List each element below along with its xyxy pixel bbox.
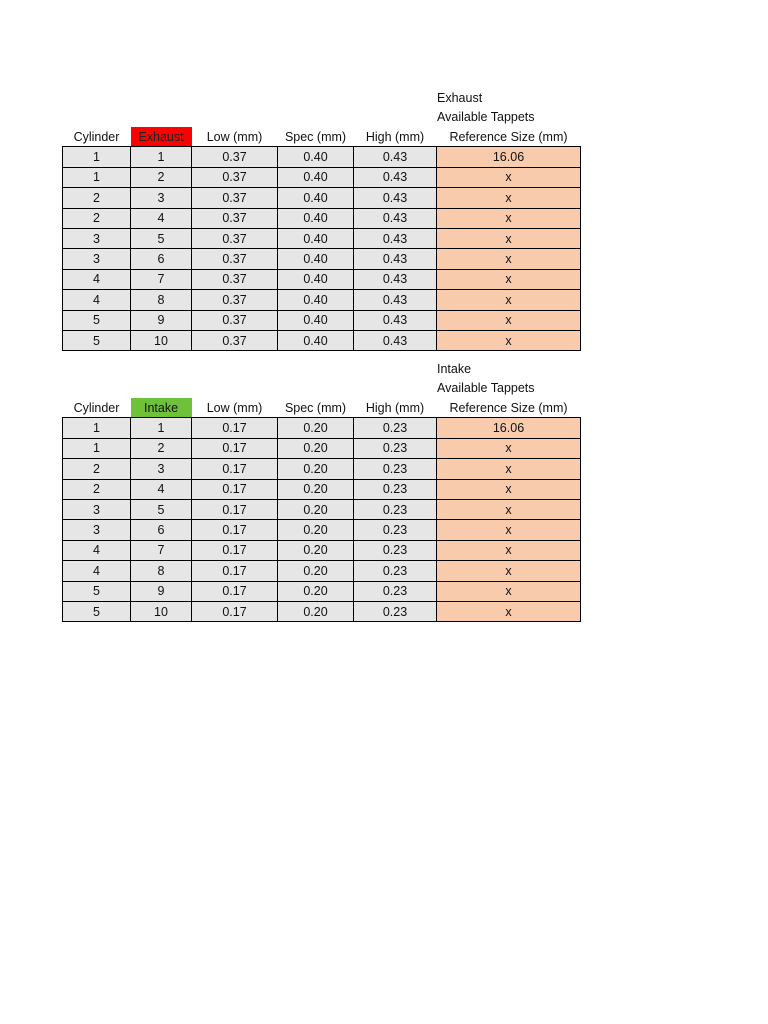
header-spec: Spec (mm) xyxy=(284,129,347,144)
intake-caption-subtitle: Available Tappets xyxy=(437,381,535,395)
exhaust-caption-subtitle: Available Tappets xyxy=(437,110,535,124)
cell-high: 0.23 xyxy=(354,438,437,458)
cell-cylinder: 4 xyxy=(63,540,131,560)
header-exhaust: Exhaust xyxy=(131,127,192,147)
exhaust-table xyxy=(62,127,581,351)
cell-cylinder: 4 xyxy=(63,561,131,581)
header-intake: Intake xyxy=(131,398,192,418)
cell-low: 0.37 xyxy=(192,249,278,269)
cell-high: 0.23 xyxy=(354,479,437,499)
cell-low: 0.17 xyxy=(192,540,278,560)
table-row xyxy=(63,269,581,289)
cell-cylinder: 3 xyxy=(63,499,131,519)
cell-cylinder: 2 xyxy=(63,459,131,479)
cell-reference-size: x xyxy=(437,479,581,499)
cell-spec: 0.40 xyxy=(278,269,354,289)
table-row xyxy=(63,540,581,560)
table-row xyxy=(63,290,581,310)
table-row xyxy=(63,228,581,248)
cell-spec: 0.20 xyxy=(278,540,354,560)
cell-cylinder: 1 xyxy=(63,438,131,458)
intake-table-block xyxy=(62,398,581,622)
header-spec: Spec (mm) xyxy=(284,400,347,415)
cell-high: 0.23 xyxy=(354,520,437,540)
table-row xyxy=(63,418,581,438)
table-row xyxy=(63,249,581,269)
cell-high: 0.23 xyxy=(354,459,437,479)
header-reference-size: Reference Size (mm) xyxy=(449,129,568,144)
cell-spec: 0.20 xyxy=(278,520,354,540)
table-row xyxy=(63,310,581,330)
cell-reference-size: x xyxy=(437,520,581,540)
cell-low: 0.17 xyxy=(192,499,278,519)
cell-low: 0.17 xyxy=(192,601,278,621)
cell-cylinder: 3 xyxy=(63,249,131,269)
cell-cylinder: 2 xyxy=(63,208,131,228)
cell-spec: 0.20 xyxy=(278,459,354,479)
intake-caption-title: Intake xyxy=(437,362,472,376)
table-row xyxy=(63,208,581,228)
cell-low: 0.37 xyxy=(192,167,278,187)
cell-low: 0.37 xyxy=(192,269,278,289)
cell-spec: 0.20 xyxy=(278,601,354,621)
cell-spec: 0.20 xyxy=(278,581,354,601)
cell-low: 0.37 xyxy=(192,330,278,350)
table-row xyxy=(63,167,581,187)
cell-valve-number: 3 xyxy=(131,188,192,208)
cell-valve-number: 5 xyxy=(131,228,192,248)
cell-high: 0.23 xyxy=(354,601,437,621)
cell-valve-number: 1 xyxy=(131,147,192,167)
header-low: Low (mm) xyxy=(206,129,263,144)
header-high: High (mm) xyxy=(365,400,425,415)
cell-reference-size: x xyxy=(437,561,581,581)
cell-reference-size: 16.06 xyxy=(437,418,581,438)
cell-spec: 0.40 xyxy=(278,290,354,310)
cell-high: 0.43 xyxy=(354,290,437,310)
cell-spec: 0.40 xyxy=(278,310,354,330)
cell-low: 0.17 xyxy=(192,479,278,499)
cell-valve-number: 4 xyxy=(131,208,192,228)
cell-valve-number: 9 xyxy=(131,581,192,601)
cell-reference-size: x xyxy=(437,438,581,458)
cell-high: 0.43 xyxy=(354,330,437,350)
header-cylinder: Cylinder xyxy=(73,129,120,144)
cell-cylinder: 1 xyxy=(63,167,131,187)
cell-cylinder: 5 xyxy=(63,601,131,621)
header-cylinder: Cylinder xyxy=(73,400,120,415)
cell-valve-number: 7 xyxy=(131,269,192,289)
cell-reference-size: x xyxy=(437,310,581,330)
cell-cylinder: 5 xyxy=(63,330,131,350)
cell-high: 0.23 xyxy=(354,418,437,438)
table-row xyxy=(63,188,581,208)
exhaust-caption-title: Exhaust xyxy=(437,91,483,105)
cell-cylinder: 2 xyxy=(63,188,131,208)
cell-high: 0.23 xyxy=(354,561,437,581)
cell-valve-number: 7 xyxy=(131,540,192,560)
cell-reference-size: x xyxy=(437,167,581,187)
cell-valve-number: 5 xyxy=(131,499,192,519)
cell-spec: 0.40 xyxy=(278,147,354,167)
cell-spec: 0.20 xyxy=(278,479,354,499)
cell-valve-number: 4 xyxy=(131,479,192,499)
table-row xyxy=(63,438,581,458)
table-row xyxy=(63,601,581,621)
cell-spec: 0.40 xyxy=(278,167,354,187)
table-row xyxy=(63,147,581,167)
cell-high: 0.43 xyxy=(354,167,437,187)
cell-cylinder: 3 xyxy=(63,228,131,248)
cell-spec: 0.40 xyxy=(278,188,354,208)
cell-low: 0.37 xyxy=(192,228,278,248)
cell-low: 0.37 xyxy=(192,290,278,310)
cell-low: 0.37 xyxy=(192,208,278,228)
cell-high: 0.43 xyxy=(354,228,437,248)
cell-reference-size: x xyxy=(437,601,581,621)
cell-low: 0.37 xyxy=(192,188,278,208)
cell-valve-number: 6 xyxy=(131,520,192,540)
cell-high: 0.43 xyxy=(354,147,437,167)
cell-cylinder: 2 xyxy=(63,479,131,499)
cell-reference-size: x xyxy=(437,459,581,479)
header-reference-size: Reference Size (mm) xyxy=(449,400,568,415)
cell-reference-size: x xyxy=(437,269,581,289)
exhaust-rows xyxy=(63,147,581,351)
cell-low: 0.17 xyxy=(192,418,278,438)
cell-low: 0.17 xyxy=(192,438,278,458)
header-low: Low (mm) xyxy=(206,400,263,415)
cell-cylinder: 5 xyxy=(63,581,131,601)
intake-caption xyxy=(437,360,535,398)
cell-reference-size: x xyxy=(437,581,581,601)
header-high: High (mm) xyxy=(365,129,425,144)
cell-cylinder: 3 xyxy=(63,520,131,540)
exhaust-table-block xyxy=(62,127,581,351)
cell-reference-size: x xyxy=(437,208,581,228)
cell-high: 0.43 xyxy=(354,269,437,289)
cell-high: 0.23 xyxy=(354,540,437,560)
cell-cylinder: 4 xyxy=(63,290,131,310)
cell-valve-number: 10 xyxy=(131,330,192,350)
cell-high: 0.43 xyxy=(354,249,437,269)
cell-valve-number: 2 xyxy=(131,438,192,458)
cell-high: 0.23 xyxy=(354,581,437,601)
cell-cylinder: 5 xyxy=(63,310,131,330)
cell-low: 0.37 xyxy=(192,147,278,167)
cell-low: 0.17 xyxy=(192,459,278,479)
cell-valve-number: 2 xyxy=(131,167,192,187)
cell-reference-size: x xyxy=(437,499,581,519)
cell-high: 0.43 xyxy=(354,310,437,330)
cell-low: 0.37 xyxy=(192,310,278,330)
cell-reference-size: x xyxy=(437,249,581,269)
cell-spec: 0.20 xyxy=(278,499,354,519)
intake-rows xyxy=(63,418,581,622)
table-row xyxy=(63,459,581,479)
cell-valve-number: 8 xyxy=(131,290,192,310)
cell-valve-number: 9 xyxy=(131,310,192,330)
cell-cylinder: 1 xyxy=(63,147,131,167)
cell-low: 0.17 xyxy=(192,520,278,540)
cell-cylinder: 1 xyxy=(63,418,131,438)
cell-spec: 0.20 xyxy=(278,418,354,438)
cell-valve-number: 8 xyxy=(131,561,192,581)
exhaust-caption xyxy=(437,89,535,127)
exhaust-header-row xyxy=(63,127,581,147)
cell-valve-number: 6 xyxy=(131,249,192,269)
table-row xyxy=(63,561,581,581)
intake-header-row xyxy=(63,398,581,418)
cell-valve-number: 10 xyxy=(131,601,192,621)
cell-reference-size: 16.06 xyxy=(437,147,581,167)
cell-spec: 0.20 xyxy=(278,561,354,581)
cell-spec: 0.40 xyxy=(278,208,354,228)
cell-reference-size: x xyxy=(437,228,581,248)
cell-spec: 0.40 xyxy=(278,228,354,248)
table-row xyxy=(63,330,581,350)
cell-low: 0.17 xyxy=(192,581,278,601)
cell-low: 0.17 xyxy=(192,561,278,581)
cell-spec: 0.40 xyxy=(278,330,354,350)
cell-high: 0.43 xyxy=(354,208,437,228)
cell-spec: 0.40 xyxy=(278,249,354,269)
table-row xyxy=(63,581,581,601)
cell-reference-size: x xyxy=(437,290,581,310)
cell-reference-size: x xyxy=(437,188,581,208)
cell-high: 0.23 xyxy=(354,499,437,519)
cell-high: 0.43 xyxy=(354,188,437,208)
cell-valve-number: 1 xyxy=(131,418,192,438)
cell-spec: 0.20 xyxy=(278,438,354,458)
cell-valve-number: 3 xyxy=(131,459,192,479)
cell-cylinder: 4 xyxy=(63,269,131,289)
table-row xyxy=(63,520,581,540)
cell-reference-size: x xyxy=(437,330,581,350)
intake-table xyxy=(62,398,581,622)
table-row xyxy=(63,479,581,499)
cell-reference-size: x xyxy=(437,540,581,560)
table-row xyxy=(63,499,581,519)
